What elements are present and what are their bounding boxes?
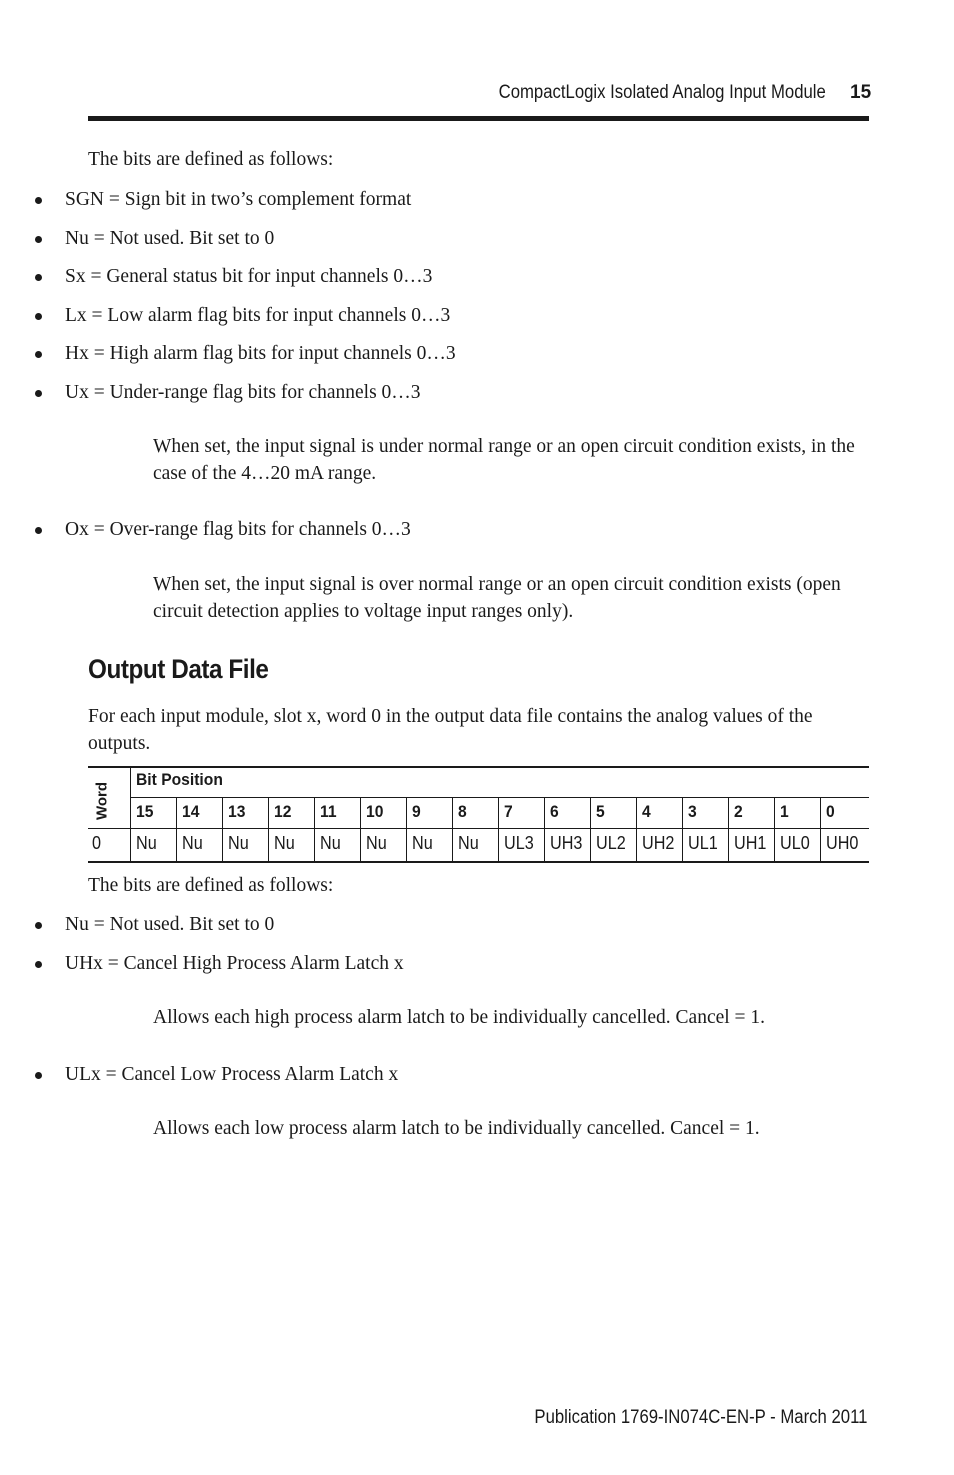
bullet-dot (35, 527, 42, 534)
table-cell: UH2 (642, 833, 675, 853)
table-cell: UL2 (596, 833, 626, 853)
bit-header-cell: 4 (642, 802, 651, 821)
table-column-rule (314, 797, 315, 863)
bullet-text: UHx = Cancel High Process Alarm Latch x (65, 953, 404, 974)
word-label-text: Word (93, 781, 111, 821)
publication-footer: Publication 1769-IN074C-EN-P - March 2011 (533, 1407, 867, 1428)
table-column-rule (728, 797, 729, 863)
table-column-rule (590, 797, 591, 863)
bullet-text: Lx = Low alarm flag bits for input channels 0…3 (65, 305, 451, 326)
table-cell: Nu (366, 833, 387, 853)
table-cell: Nu (320, 833, 341, 853)
bit-header-cell: 10 (366, 802, 384, 821)
over-range-note: When set, the input signal is over normal range or an open circuit condition exists (open circuit detection applies to voltage input ranges only). (153, 574, 841, 622)
table-column-rule (544, 797, 545, 863)
table-cell: UH3 (550, 833, 583, 853)
bit-header-cell: 7 (504, 802, 513, 821)
table-column-rule (636, 797, 637, 863)
table-cell: Nu (274, 833, 295, 853)
bullet-dot (35, 961, 42, 968)
bit-header-cell: 11 (320, 802, 337, 821)
table-column-rule (774, 797, 775, 863)
table-column-rule (222, 797, 223, 863)
section-title-output-data-file: Output Data File (88, 654, 269, 684)
uh-note: Allows each high process alarm latch to be individually cancelled. Cancel = 1. (153, 1007, 766, 1028)
bullet-text: ULx = Cancel Low Process Alarm Latch x (65, 1064, 399, 1085)
running-header-title: CompactLogix Isolated Analog Input Module (498, 82, 826, 103)
table-column-rule (452, 797, 453, 863)
bit-header-cell: 5 (596, 802, 605, 821)
bit-header-cell: 1 (780, 802, 789, 821)
output-data-table (88, 766, 869, 863)
bit-header-cell: 2 (734, 802, 743, 821)
bit-header-cell: 0 (826, 802, 835, 821)
table-column-rule (406, 797, 407, 863)
bit-header-cell: 13 (228, 802, 246, 821)
page-number: 15 (850, 82, 872, 103)
bullet-dot (35, 313, 42, 320)
table-column-rule (268, 797, 269, 863)
ul-note: Allows each low process alarm latch to be individually cancelled. Cancel = 1. (153, 1118, 760, 1139)
bit-header-cell: 8 (458, 802, 467, 821)
table-column-rule (820, 797, 821, 863)
bullet-dot (35, 922, 42, 929)
bullet-dot (35, 390, 42, 397)
bullet-text: Sx = General status bit for input channels 0…3 (65, 266, 433, 287)
table-cell: Nu (412, 833, 433, 853)
under-range-note: When set, the input signal is under normal range or an open circuit condition exists, in the case of the 4…20 mA range. (153, 436, 855, 484)
bullet-dot (35, 236, 42, 243)
bit-header-cell: 12 (274, 802, 292, 821)
bullet-dot (35, 1072, 42, 1079)
bullet-dot (35, 274, 42, 281)
bit-header-cell: 6 (550, 802, 559, 821)
table-cell: Nu (228, 833, 249, 853)
table-column-rule (176, 797, 177, 863)
table-cell: UH1 (734, 833, 767, 853)
table-rule (88, 828, 869, 829)
bit-header-cell: 9 (412, 802, 421, 821)
table-cell: Nu (182, 833, 203, 853)
bullet-text: Nu = Not used. Bit set to 0 (65, 914, 275, 935)
table-rule (130, 797, 869, 798)
bit-header-cell: 3 (688, 802, 697, 821)
table-header-bit-position: Bit Position (136, 770, 223, 789)
table-column-rule (130, 766, 131, 863)
bullet-dot (35, 197, 42, 204)
table-column-rule (498, 797, 499, 863)
table-cell: UH0 (826, 833, 859, 853)
bullet-dot (35, 351, 42, 358)
input-bits-intro: The bits are defined as follows: (88, 149, 334, 170)
header-rule (88, 116, 869, 121)
table-top-rule (88, 766, 869, 768)
bullet-text: Nu = Not used. Bit set to 0 (65, 228, 275, 249)
table-row-word-value: 0 (92, 833, 102, 853)
table-cell: UL0 (780, 833, 810, 853)
table-bottom-rule (88, 861, 869, 863)
table-header-word (90, 776, 114, 826)
bit-header-cell: 15 (136, 802, 154, 821)
table-cell: UL3 (504, 833, 534, 853)
bullet-text: Ux = Under-range flag bits for channels 0…3 (65, 382, 421, 403)
table-cell: UL1 (688, 833, 718, 853)
output-section-intro: For each input module, slot x, word 0 in the output data file contains the analog values of the outputs. (88, 706, 813, 754)
bullet-text: SGN = Sign bit in two’s complement format (65, 189, 412, 210)
table-column-rule (360, 797, 361, 863)
table-column-rule (682, 797, 683, 863)
bullet-text: Ox = Over-range flag bits for channels 0…3 (65, 519, 411, 540)
output-bits-intro: The bits are defined as follows: (88, 875, 334, 896)
bullet-text: Hx = High alarm flag bits for input channels 0…3 (65, 343, 456, 364)
table-cell: Nu (458, 833, 479, 853)
table-cell: Nu (136, 833, 157, 853)
bit-header-cell: 14 (182, 802, 200, 821)
